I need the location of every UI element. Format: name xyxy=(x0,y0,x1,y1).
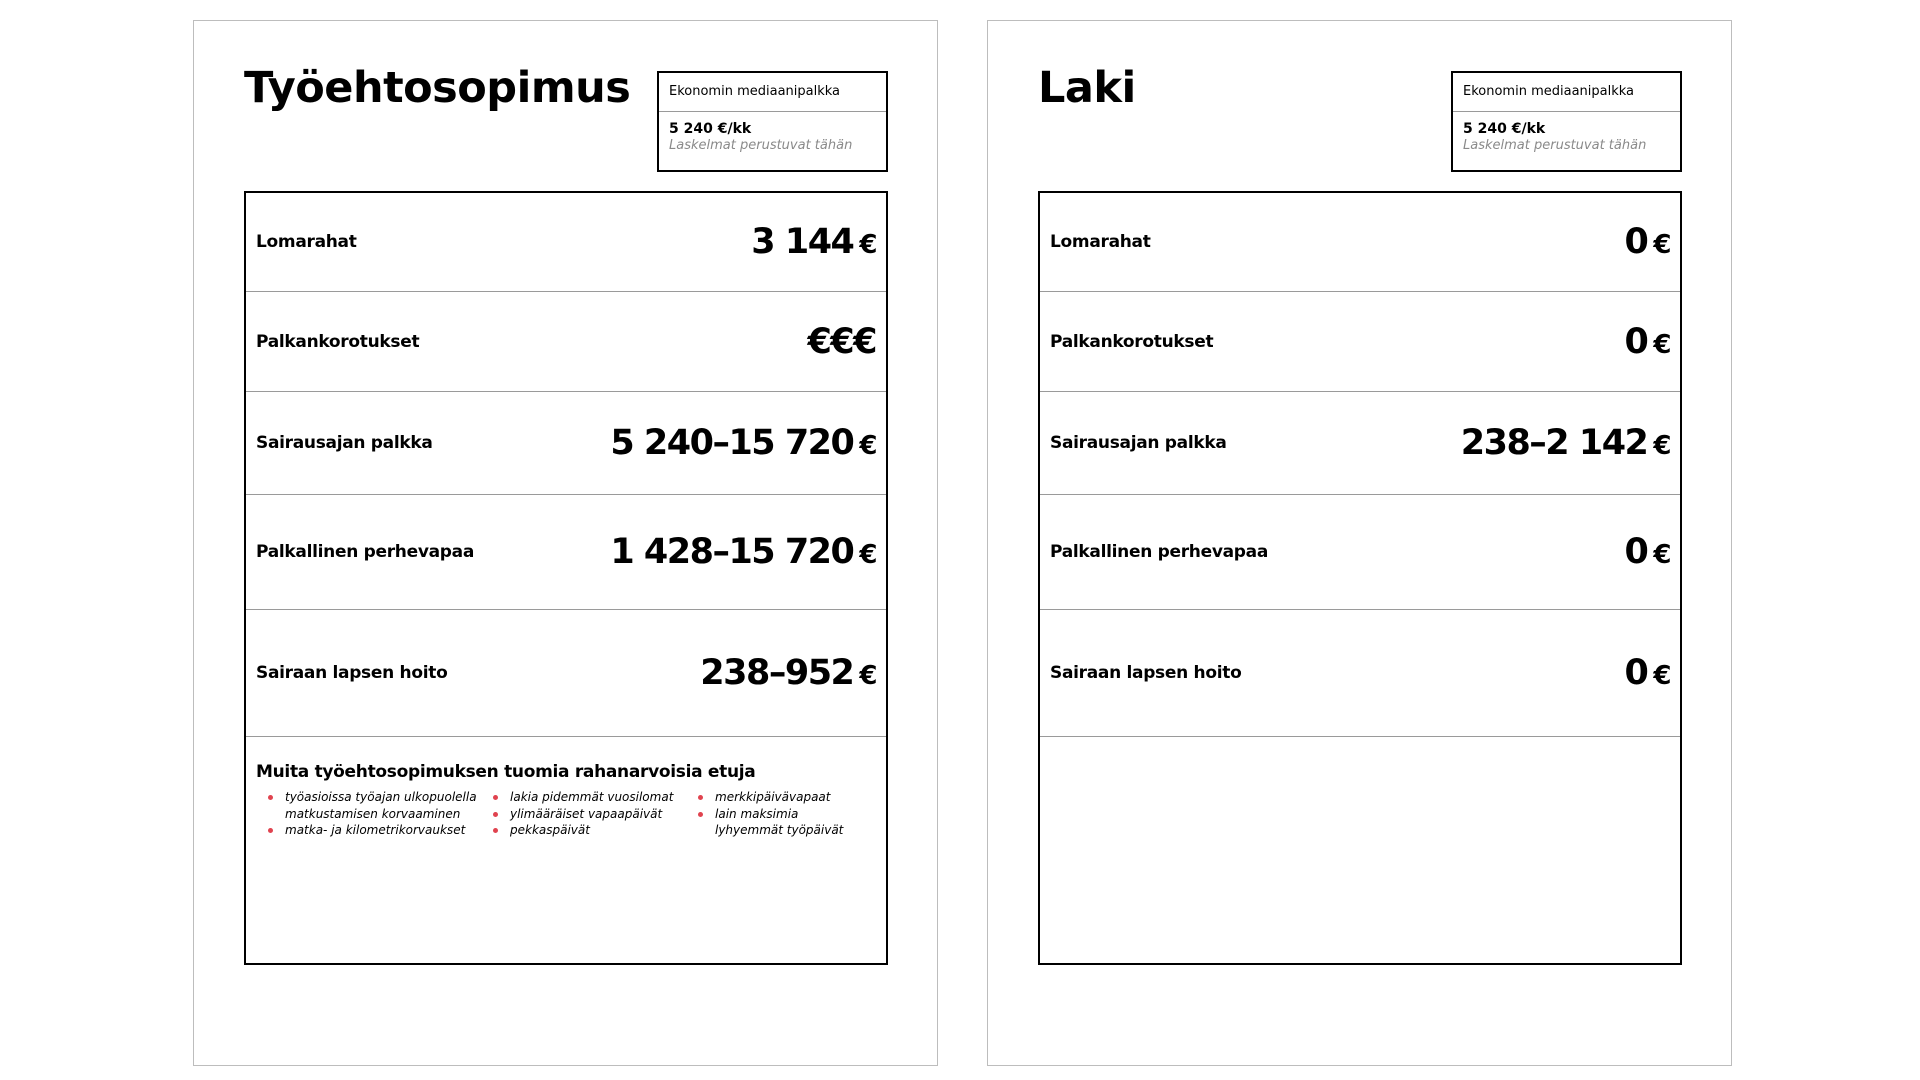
table-row xyxy=(1040,292,1680,392)
row-value: 0 € xyxy=(1624,321,1670,362)
other-benefits-title: Muita työehtosopimuksen tuomia rahanarvoisia etuja xyxy=(256,762,756,782)
row-label: Palkankorotukset xyxy=(256,331,420,352)
table-row xyxy=(246,610,886,737)
row-value: 0 € xyxy=(1624,653,1670,693)
row-label: Lomarahat xyxy=(256,232,357,252)
table-row xyxy=(246,193,886,292)
panel-title: Työehtosopimus xyxy=(244,63,631,113)
euro-unit: € xyxy=(1653,329,1670,360)
row-label: Palkallinen perhevapaa xyxy=(1050,542,1268,562)
median-salary-box xyxy=(657,71,888,172)
list-item: ylimääräiset vapaapäivät xyxy=(481,806,686,823)
collective-agreement-panel xyxy=(193,20,938,1066)
list-item: matka- ja kilometrikorvaukset xyxy=(256,822,481,839)
panel-title: Laki xyxy=(1038,63,1136,113)
euro-unit: € xyxy=(1653,661,1670,691)
row-value: 1 428–15 720 € xyxy=(610,532,876,572)
median-salary-heading: Ekonomin mediaanipalkka xyxy=(659,73,886,112)
euro-unit: € xyxy=(1653,540,1670,570)
table-row xyxy=(1040,392,1680,495)
euro-unit: € xyxy=(1653,230,1670,260)
row-value: 5 240–15 720 € xyxy=(610,423,876,463)
row-value: 0 € xyxy=(1624,532,1670,572)
table-row xyxy=(246,495,886,610)
median-salary-note: Laskelmat perustuvat tähän xyxy=(1463,138,1647,153)
law-panel xyxy=(987,20,1732,1066)
row-label: Palkallinen perhevapaa xyxy=(256,542,474,562)
list-item: pekkaspäivät xyxy=(481,822,686,839)
list-item: lakia pidemmät vuosilomat xyxy=(481,789,686,806)
row-label: Palkankorotukset xyxy=(1050,331,1214,352)
median-salary-heading: Ekonomin mediaanipalkka xyxy=(1453,73,1680,112)
row-label: Sairausajan palkka xyxy=(1050,433,1227,453)
list-item: lain maksimia lyhyemmät työpäivät xyxy=(686,806,866,839)
euro-unit: € xyxy=(1653,431,1670,461)
table-row xyxy=(1040,193,1680,292)
row-value: 3 144 € xyxy=(751,222,876,262)
benefits-list xyxy=(481,789,686,839)
benefits-table xyxy=(1038,191,1682,965)
row-value: 238–2 142 € xyxy=(1460,423,1670,463)
euro-unit: € xyxy=(859,230,876,260)
euro-unit: € xyxy=(859,540,876,570)
row-value: €€€ xyxy=(807,321,876,362)
row-value: 238–952 € xyxy=(700,653,876,693)
row-label: Sairausajan palkka xyxy=(256,433,433,453)
table-row xyxy=(246,392,886,495)
benefits-table xyxy=(244,191,888,965)
table-row xyxy=(1040,610,1680,737)
other-benefits-section xyxy=(246,737,886,839)
benefits-list xyxy=(686,789,866,839)
row-label: Sairaan lapsen hoito xyxy=(256,663,448,683)
euro-unit: € xyxy=(859,431,876,461)
row-value: 0 € xyxy=(1624,222,1670,262)
median-salary-box xyxy=(1451,71,1682,172)
euro-unit: € xyxy=(859,661,876,691)
median-salary-note: Laskelmat perustuvat tähän xyxy=(669,138,853,153)
table-row xyxy=(1040,495,1680,610)
row-label: Lomarahat xyxy=(1050,232,1151,252)
median-salary-value: 5 240 €/kk xyxy=(669,121,752,137)
benefits-list xyxy=(256,789,481,839)
row-label: Sairaan lapsen hoito xyxy=(1050,663,1242,683)
list-item: merkkipäivävapaat xyxy=(686,789,866,806)
table-row xyxy=(246,292,886,392)
median-salary-value: 5 240 €/kk xyxy=(1463,121,1546,137)
list-item: työasioissa työajan ulkopuolella matkustamisen korvaaminen xyxy=(256,789,481,822)
